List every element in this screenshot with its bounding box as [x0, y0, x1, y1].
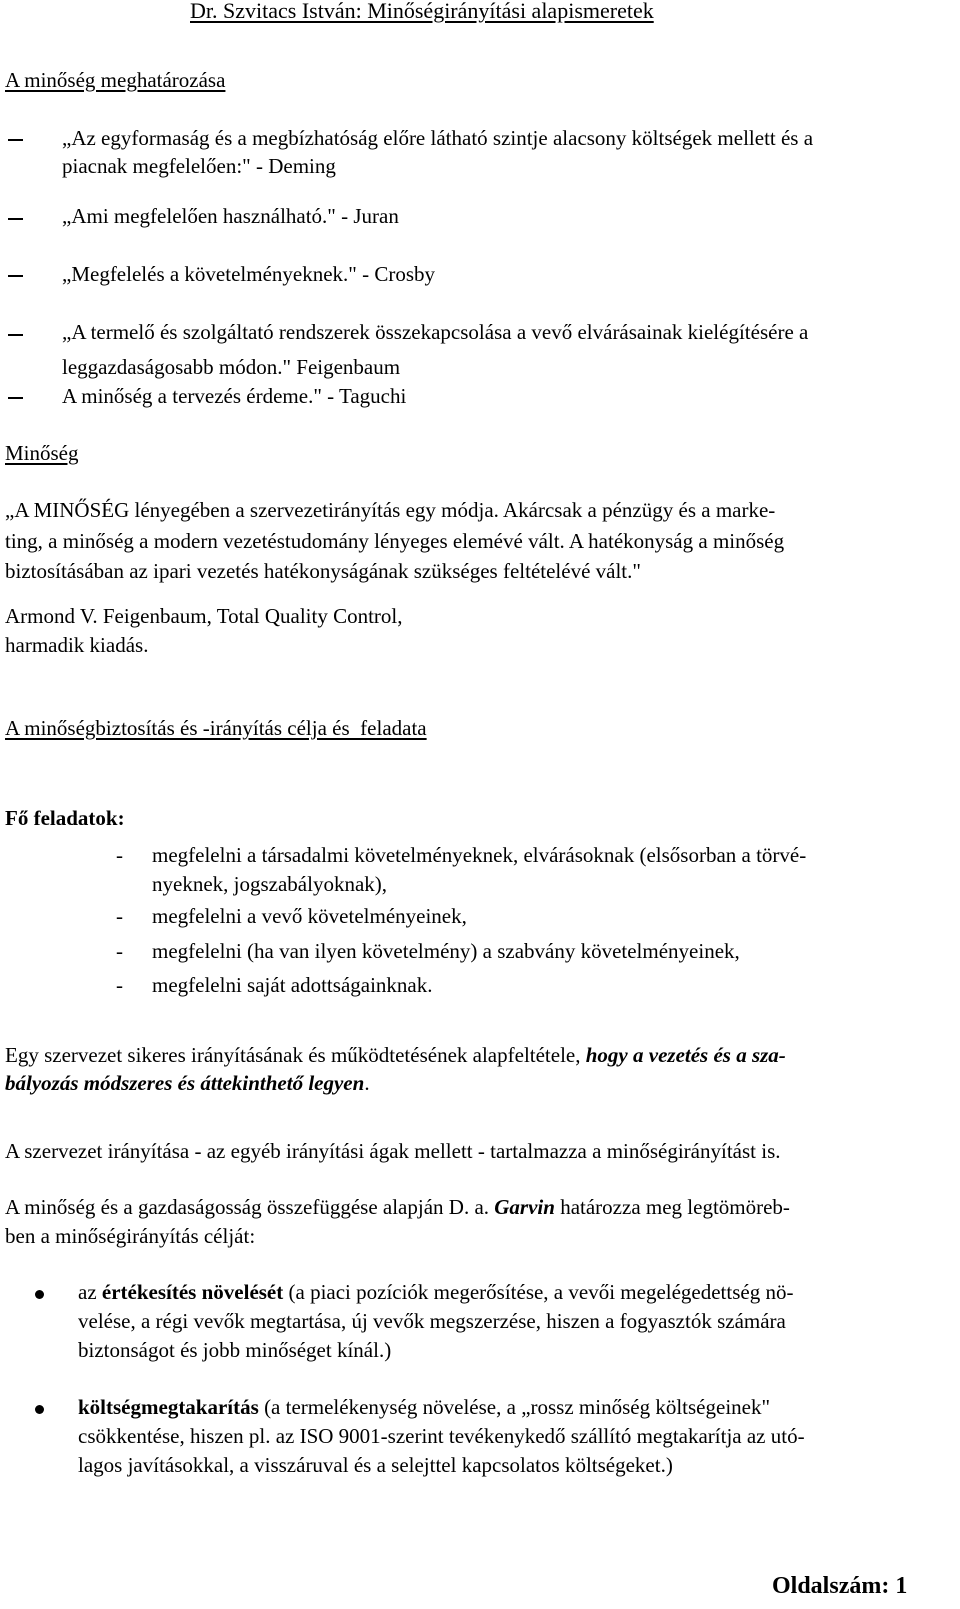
page-header-title: Dr. Szvitacs István: Minőségirányítási alapismeretek	[190, 0, 654, 23]
goal-2-bold: költségmegtakarítás	[78, 1395, 259, 1419]
source-line2: harmadik kiadás.	[5, 633, 149, 657]
section-heading-qa-goals: A minőségbiztosítás és -irányítás célja és feladata	[5, 716, 427, 740]
garvin-paragraph-post: határozza meg legtömöreb-	[560, 1195, 790, 1219]
goal-1-line3: biztonságot és jobb minőséget kínál.)	[78, 1338, 392, 1362]
task-2: megfelelni a vevő követelményeinek,	[152, 904, 467, 928]
quote-juran: „Ami megfelelően használható." - Juran	[62, 204, 399, 228]
management-paragraph-emphasis: bályozás módszeres és áttekinthető legyen	[5, 1071, 365, 1095]
bullet-dot	[35, 1405, 44, 1414]
dash-bullet	[8, 139, 23, 141]
task-3: megfelelni (ha van ilyen követelmény) a szabvány követelményeinek,	[152, 939, 740, 963]
task-4: megfelelni saját adottságainknak.	[152, 973, 433, 997]
feigenbaum-paragraph-line1: „A MINŐSÉG lényegében a szervezetirányítás egy módja. Akárcsak a pénzügy és a marke-	[5, 498, 776, 522]
source-line1: Armond V. Feigenbaum, Total Quality Control,	[5, 604, 403, 628]
management-paragraph-line2	[5, 1073, 370, 1094]
quote-crosby: „Megfelelés a követelményeknek." - Crosby	[62, 262, 436, 286]
hyphen-bullet: -	[116, 904, 123, 928]
quote-feigenbaum-line2: leggazdaságosabb módon." Feigenbaum	[62, 355, 401, 379]
section-heading-quality-definition: A minőség meghatározása	[5, 68, 226, 92]
organization-paragraph: A szervezet irányítása - az egyéb irányítási ágak mellett - tartalmazza a minőségirányítást is.	[5, 1139, 781, 1163]
management-paragraph-end: .	[364, 1071, 370, 1095]
goal-2-rest: (a termelékenység növelése, a „rossz minőség költségeinek"	[264, 1395, 771, 1419]
goal-1-bold: értékesítés növelését	[101, 1280, 284, 1304]
garvin-paragraph-pre: A minőség és a gazdaságosság összefüggése alapján D. a.	[5, 1195, 490, 1219]
goal-2-line3: lagos javításokkal, a visszáruval és a selejttel kapcsolatos költségeket.)	[78, 1453, 673, 1477]
quote-deming-line2: piacnak megfelelően:" - Deming	[62, 154, 336, 178]
task-1-line1: megfelelni a társadalmi követelményeknek, elvárásoknak (elsősorban a törvé-	[152, 843, 807, 867]
dash-bullet	[8, 218, 23, 220]
task-1-line2: nyeknek, jogszabályoknak),	[152, 872, 388, 896]
management-paragraph-line1	[5, 1045, 786, 1066]
hyphen-bullet: -	[116, 843, 123, 867]
management-paragraph-emphasis: hogy a vezetés és a sza-	[585, 1043, 786, 1067]
goal-1-pre: az	[78, 1280, 97, 1304]
quote-deming-line1: „Az egyformaság és a megbízhatóság előre látható szintje alacsony költségek mellett és a	[62, 126, 814, 150]
dash-bullet	[8, 334, 23, 336]
section-heading-quality: Minőség	[5, 441, 79, 465]
quote-feigenbaum-line1: „A termelő és szolgáltató rendszerek összekapcsolása a vevő elvárásainak kielégítésére a	[62, 320, 809, 344]
bullet-dot	[35, 1290, 44, 1299]
dash-bullet	[8, 397, 23, 399]
feigenbaum-paragraph-line2: ting, a minőség a modern vezetéstudomány lényeges elemévé vált. A hatékonyság a minőség	[5, 529, 785, 553]
management-paragraph-plain: Egy szervezet sikeres irányításának és működtetésének alapfeltétele,	[5, 1043, 581, 1067]
hyphen-bullet: -	[116, 973, 123, 997]
garvin-name: Garvin	[494, 1195, 555, 1219]
goal-2-line1	[78, 1397, 770, 1418]
goal-1-line2: velése, a régi vevők megtartása, új vevők megszerzése, hiszen a fogyasztók számára	[78, 1309, 786, 1333]
page-number: Oldalszám: 1	[772, 1573, 908, 1599]
garvin-paragraph-line2: ben a minőségirányítás célját:	[5, 1224, 256, 1248]
quote-taguchi: A minőség a tervezés érdeme." - Taguchi	[62, 384, 407, 408]
goal-1-line1	[78, 1282, 793, 1303]
feigenbaum-paragraph-line3: biztosításában az ipari vezetés hatékonyságának szükséges feltételévé vált."	[5, 559, 641, 583]
garvin-paragraph-line1	[5, 1197, 790, 1218]
main-tasks-label: Fő feladatok:	[5, 806, 125, 830]
goal-2-line2: csökkentése, hiszen pl. az ISO 9001-szerint tevékenykedő szállító megtakarítja az utó-	[78, 1424, 805, 1448]
goal-1-rest: (a piaci pozíciók megerősítése, a vevői megelégedettség nö-	[288, 1280, 794, 1304]
dash-bullet	[8, 275, 23, 277]
hyphen-bullet: -	[116, 939, 123, 963]
